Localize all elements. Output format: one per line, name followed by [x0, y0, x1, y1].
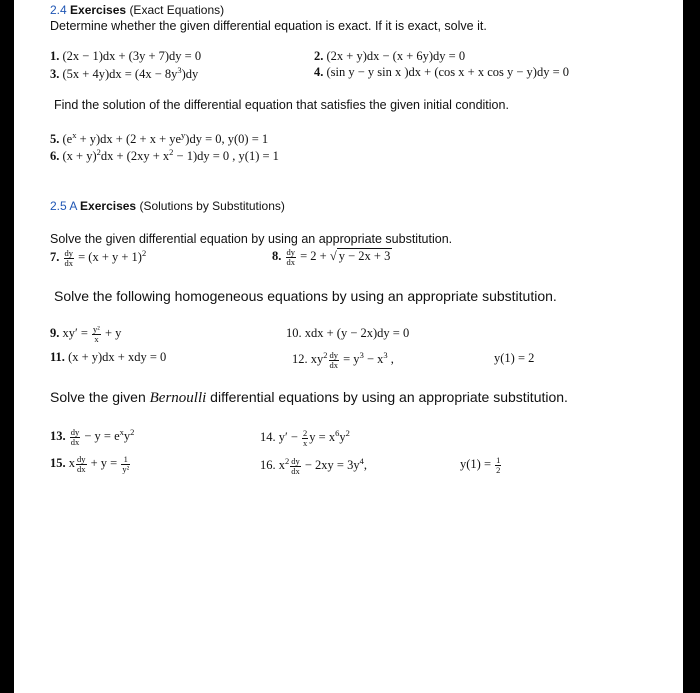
problem-15: 15. x $\frac{dy}{dx}$ + y = $\frac{1}{\text{y²}}$ — [50, 454, 130, 474]
section-2-5-heading — [50, 199, 285, 213]
problem-16: 16. $x^2$ $\frac{dy}{dx}$ − $2xy = 3y^4$, — [260, 456, 367, 476]
problem-5: 5. $(e^x + y)dx + (2 + x + ye^y)dy = 0$, y(0) = 1 — [50, 130, 269, 147]
problem-10: 10. xdx + (y − 2x)dy = 0 — [286, 326, 410, 340]
problem-1: 1. (2x − 1)dx + (3y + 7)dy = 0 — [50, 49, 202, 63]
section-number: 2.5 A — [50, 199, 77, 213]
problem-14: 14. y′ − $\frac{2}{x}$ $y = x^6y^2$ — [260, 428, 350, 448]
problem-8: 8. $\frac{dy}{dx}$ = 2 + √ y − 2x + 3 — [272, 247, 391, 267]
problem-12-initial-condition: y(1) = 2 — [494, 351, 535, 365]
dy-dx-fraction: $\frac{dy}{dx}$ — [77, 454, 86, 474]
section-title: Exercises — [80, 199, 137, 213]
section-title: Exercises — [70, 3, 127, 17]
homogeneous-instruction: Solve the following homogeneous equations by using an appropriate substitution. — [54, 288, 557, 304]
dy-dx-fraction: $\frac{dy}{dx}$ — [70, 427, 80, 447]
sqrt-sign: √ — [329, 248, 337, 263]
problem-12: 12. $xy^2$ $\frac{dy}{dx}$ = $y^3 - x^3$ , — [292, 350, 394, 370]
problem-2: 2. (2x + y)dx − (x + 6y)dy = 0 — [314, 49, 466, 63]
problem-4: 4. (sin y − y sin x )dx + (cos x + x cos y − y)dy = 0 — [314, 65, 570, 79]
dy-dx-fraction: $\frac{dy}{dx}$ — [64, 248, 73, 268]
section-number: 2.4 — [50, 3, 67, 17]
problem-16-initial-condition: y(1) = $\frac{1}{2}$ — [460, 455, 501, 475]
problem-7: 7. $\frac{dy}{dx}$ = $(x + y + 1)^2$ — [50, 248, 147, 268]
dy-dx-fraction: $\frac{dy}{dx}$ — [329, 350, 338, 370]
section-subtitle: (Exact Equations) — [129, 3, 225, 17]
section-2-4-heading — [50, 3, 224, 17]
problem-11: 11. (x + y)dx + xdy = 0 — [50, 350, 167, 364]
substitution-instruction: Solve the given differential equation by using an appropriate substitution. — [50, 232, 453, 246]
bernoulli-instruction: Solve the given Bernoulli differential equations by using an appropriate substitution. — [50, 389, 568, 406]
problem-13: 13. $\frac{dy}{dx}$ − $y = e^xy^2$ — [50, 427, 135, 447]
problem-9: 9. xy′ = $\frac{\text{y²}}{x}$ + y — [50, 324, 122, 344]
document-page — [14, 0, 683, 693]
dy-dx-fraction: $\frac{dy}{dx}$ — [286, 247, 295, 267]
exact-instruction: Determine whether the given differential equation is exact. If it is exact, solve it. — [50, 19, 487, 33]
section-subtitle: (Solutions by Substitutions) — [139, 199, 285, 213]
problem-3: 3. $(5x + 4y)dx = (4x - 8y^3)dy$ — [50, 65, 199, 82]
dy-dx-fraction: $\frac{dy}{dx}$ — [291, 456, 300, 476]
ivp-instruction: Find the solution of the differential equation that satisfies the given initial condition. — [54, 98, 509, 112]
problem-6: 6. $(x + y)^2dx + (2xy + x^2 - 1)dy = 0$ , y(1) = 1 — [50, 147, 279, 164]
